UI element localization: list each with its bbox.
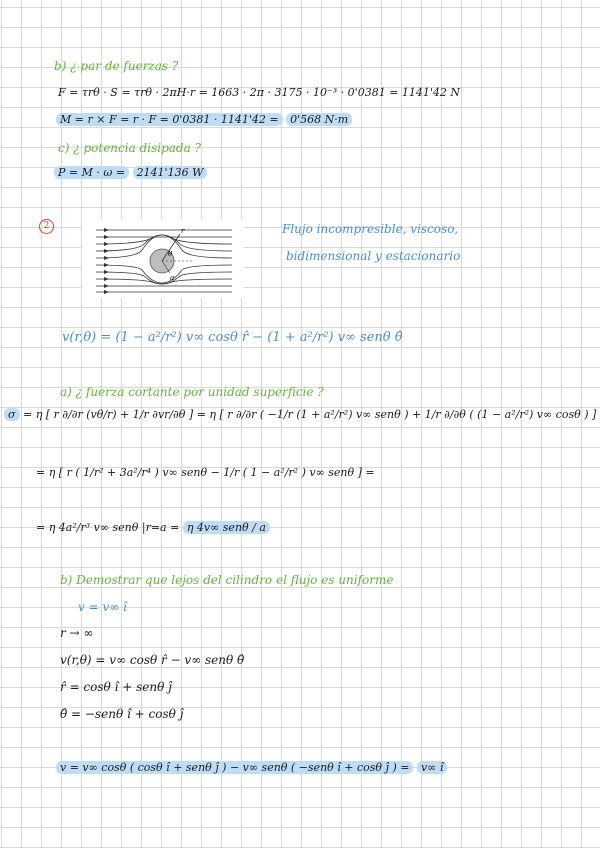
final-equation: v = v∞ cosθ ( cosθ î + senθ ĵ ) − v∞ senθ ( −senθ î + cosθ ĵ ) = bbox=[56, 761, 413, 774]
shear-equation-1: = η [ r ∂/∂r (vθ/r) + 1/r ∂vr/∂θ ] = η [ r ∂/∂r ( −1/r (1 + a²/r²) v∞ senθ ) + 1/r ∂/∂θ ( (1 − a²/r²) v∞ cosθ ) ] bbox=[23, 408, 597, 421]
force-equation: F = τrθ · S = τrθ · 2πH·r = 1663 · 2π · 3175 · 10⁻³ · 0'0381 = 1141'42 N bbox=[58, 86, 461, 99]
shear-eq3-row bbox=[36, 520, 270, 536]
cylinder-flow-figure bbox=[82, 220, 244, 298]
streamlines-diagram bbox=[82, 220, 244, 298]
problem-number-badge: 2 bbox=[39, 219, 54, 234]
section-b2-heading: b) Demostrar que lejos del cilindro el flujo es uniforme bbox=[60, 573, 394, 587]
torque-equation: M = r × F = r · F = 0'0381 · 1141'42 = bbox=[56, 113, 283, 126]
shear-result: η 4v∞ senθ / a bbox=[183, 521, 270, 534]
theta-hat-definition: θ̂ = −senθ î + cosθ ĵ bbox=[60, 707, 184, 721]
figure-label-a: a bbox=[170, 274, 175, 282]
section-a-heading: a) ¿ fuerza cortante por unidad superficie ? bbox=[60, 385, 324, 399]
r-hat-definition: r̂ = cosθ î + senθ ĵ bbox=[60, 680, 172, 694]
sigma-symbol: σ bbox=[4, 408, 20, 421]
figure-label-r: r bbox=[181, 227, 185, 235]
velocity-field-equation: v(r,θ) = (1 − a²/r²) v∞ cosθ r̂ − (1 + a²/r²) v∞ senθ θ̂ bbox=[62, 330, 403, 345]
torque-equation-row bbox=[56, 112, 352, 128]
problem2-description-1: Flujo incompresible, viscoso, bbox=[282, 222, 459, 236]
figure-label-theta: θ bbox=[168, 250, 173, 258]
power-equation-row bbox=[54, 165, 207, 181]
section-c-heading: c) ¿ potencia disipada ? bbox=[58, 141, 201, 155]
shear-eq1-row bbox=[4, 407, 596, 423]
shear-equation-2: = η [ r ( 1/r² + 3a²/r⁴ ) v∞ senθ − 1/r ( 1 − a²/r² ) v∞ senθ ] = bbox=[36, 466, 375, 479]
section-b1-heading: b) ¿ par de fuerzas ? bbox=[54, 59, 179, 73]
problem2-description-2: bidimensional y estacionario bbox=[286, 249, 461, 263]
shear-equation-3: = η 4a²/r³ v∞ senθ |r=a = bbox=[36, 521, 180, 534]
torque-result: 0'568 N·m bbox=[286, 113, 352, 126]
limit-expression: r → ∞ bbox=[60, 626, 94, 640]
final-result: v∞ î bbox=[417, 761, 447, 774]
velocity-field-expression: v(r,θ) = v∞ cosθ r̂ − v∞ senθ θ̂ bbox=[60, 653, 245, 667]
power-result: 2141'136 W bbox=[133, 166, 208, 179]
uniform-flow-target: v = v∞ î bbox=[78, 600, 127, 614]
final-equation-row bbox=[56, 760, 447, 776]
power-equation: P = M · ω = bbox=[54, 166, 129, 179]
